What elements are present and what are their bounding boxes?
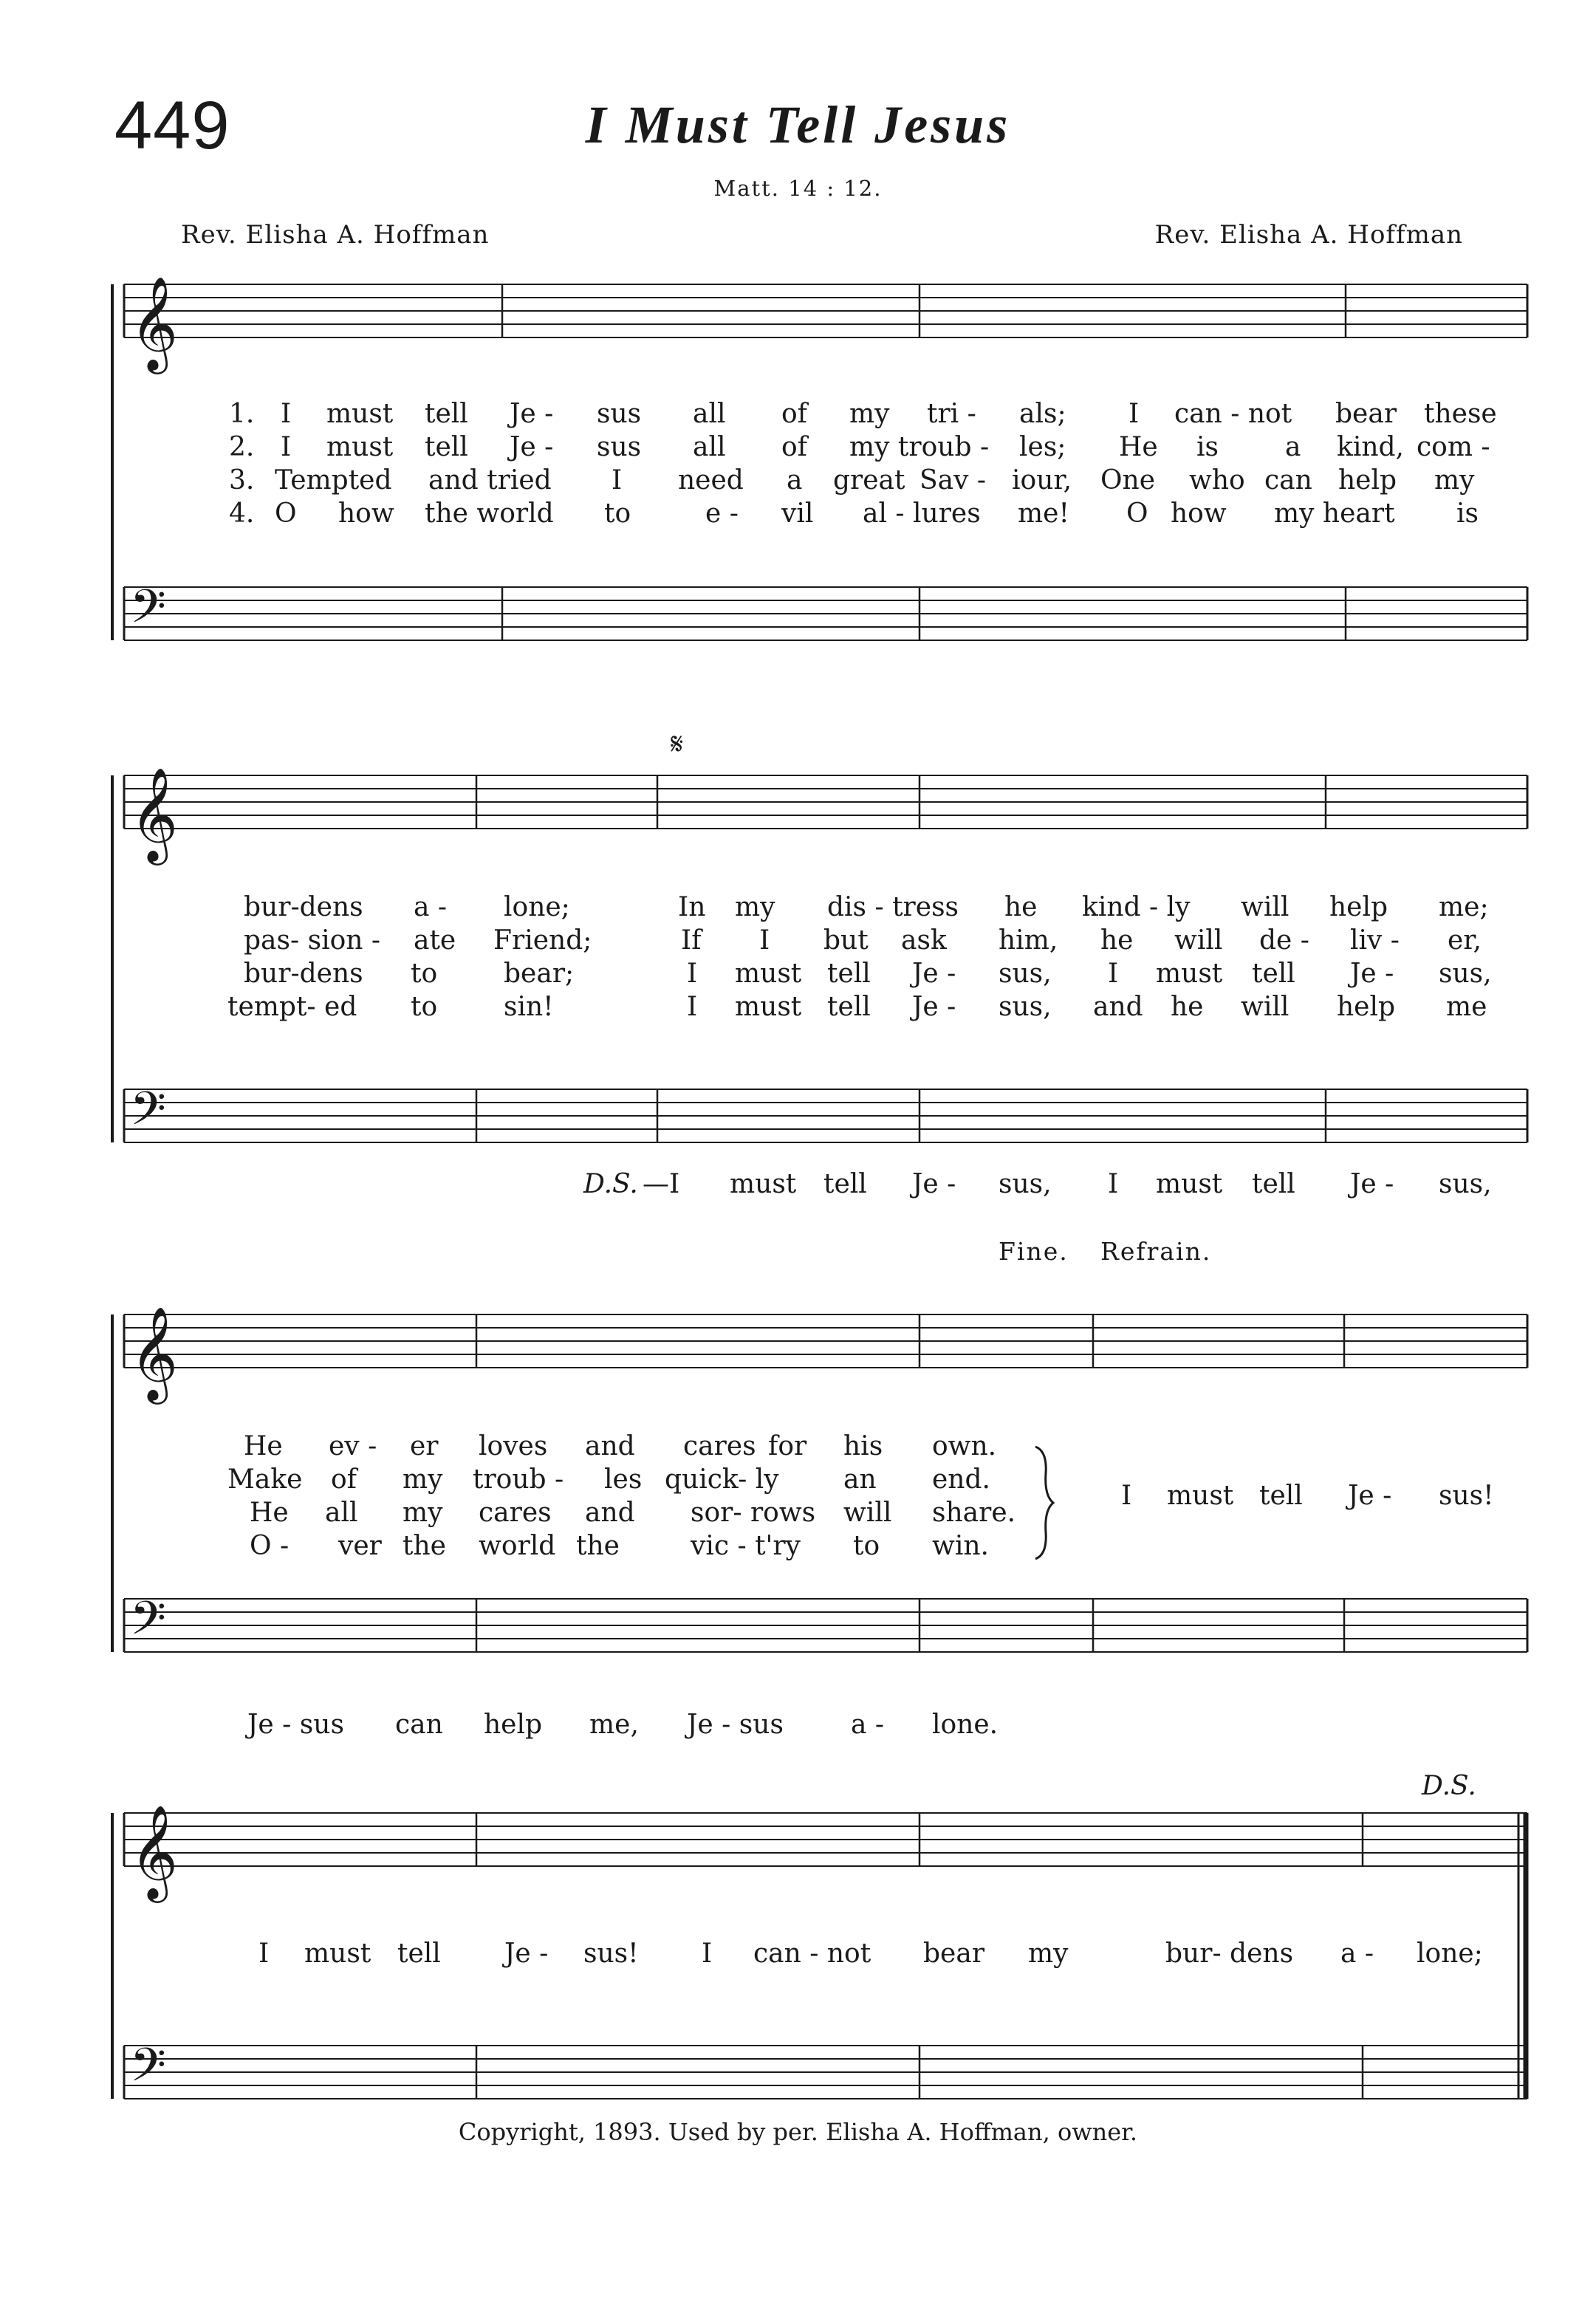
clef-glyph: 𝄢 [130, 579, 166, 645]
lyric: tell [1252, 1169, 1295, 1199]
lyric: cares [479, 1498, 552, 1528]
verse-number: 3. [229, 465, 255, 496]
lyric: bear [923, 1939, 985, 1969]
lyric: win. [932, 1531, 989, 1561]
lyric: of [781, 399, 807, 429]
lyric: O - [250, 1531, 290, 1561]
lyric: Je - [912, 992, 956, 1022]
lyric: als; [1019, 399, 1066, 429]
lyric: I [258, 1939, 270, 1969]
lyric: ev - [329, 1431, 377, 1461]
lyric: tell [827, 992, 871, 1022]
lyric: must [304, 1939, 371, 1969]
lyric: all [693, 399, 726, 429]
lyric: I [281, 399, 292, 429]
lyric: need [678, 465, 744, 496]
lyric: my [735, 892, 775, 922]
lyric: to [604, 498, 631, 529]
lyric: I [687, 992, 698, 1022]
lyric: can [1264, 465, 1312, 496]
lyric: to [411, 992, 438, 1022]
lyric: de - [1259, 925, 1309, 956]
lyric: tell [425, 432, 468, 462]
clef-glyph: 𝄢 [130, 2037, 166, 2103]
clef-glyph: 𝄞 [130, 1804, 179, 1899]
lyric: bur- dens [1165, 1939, 1294, 1969]
lyric: my heart [1274, 498, 1395, 529]
lyric: to [411, 959, 438, 989]
lyric: Sav - [919, 465, 987, 496]
lyric: bear; [504, 959, 575, 989]
lyric: must [1156, 1169, 1223, 1199]
lyric: Je - sus [687, 1710, 784, 1740]
lyric: end. [932, 1464, 990, 1495]
lyric: cares [683, 1431, 756, 1461]
lyric: Je - sus [247, 1710, 344, 1740]
lyric: In [678, 892, 706, 922]
lyric: tell [827, 959, 871, 989]
lyric: help [1329, 892, 1388, 922]
lyric: of [781, 432, 807, 462]
lyric: will [1174, 925, 1223, 956]
lyric: my [1028, 1939, 1069, 1969]
lyric: how [1171, 498, 1227, 529]
lyric: I [759, 925, 770, 956]
lyric: my [403, 1498, 443, 1528]
lyric: al - lures [863, 498, 981, 529]
lyric: must [1167, 1481, 1234, 1511]
lyric: He [1119, 432, 1158, 462]
lyric: can [395, 1710, 443, 1740]
lyric: kind - ly [1082, 892, 1191, 922]
lyric: He [244, 1431, 283, 1461]
lyric: help [484, 1710, 543, 1740]
lyric: Je - [510, 432, 554, 462]
lyric: Make [227, 1464, 303, 1495]
lyric: my [849, 399, 890, 429]
lyric: and [585, 1431, 635, 1461]
lyric: sus, [999, 1169, 1052, 1199]
lyric: loves [479, 1431, 548, 1461]
lyric: e - [705, 498, 739, 529]
lyric: I [281, 432, 292, 462]
lyric: must [730, 1169, 797, 1199]
lyric: lone; [504, 892, 570, 922]
lyric: me, [589, 1710, 639, 1740]
lyric: is [1456, 498, 1479, 529]
lyric: these [1424, 399, 1497, 429]
segno-sign: 𝄋 [671, 727, 684, 761]
lyric: Je - [1348, 1481, 1392, 1511]
lyric: I [1121, 1481, 1132, 1511]
lyric: troub - [473, 1464, 564, 1495]
lyric: bur-dens [244, 892, 363, 922]
lyric: sor- rows [691, 1498, 816, 1528]
lyric: kind, [1337, 432, 1405, 462]
ds-label: D.S. [583, 1169, 638, 1199]
lyric: Je - [510, 399, 554, 429]
hymn-title: I Must Tell Jesus [585, 95, 1011, 154]
lyric: lone; [1417, 1939, 1483, 1969]
lyric: my [1434, 465, 1475, 496]
lyric: who [1189, 465, 1245, 496]
lyric: but [823, 925, 869, 956]
lyric: world [479, 1531, 556, 1561]
lyric: can - not [1174, 399, 1292, 429]
lyric: vil [781, 498, 814, 529]
lyric: he [1171, 992, 1204, 1022]
lyric: for [768, 1431, 807, 1461]
lyric: vic - t'ry [691, 1531, 801, 1561]
lyric: ver [338, 1531, 382, 1561]
lyric: If [681, 925, 702, 956]
lyric: tell [1259, 1481, 1303, 1511]
lyric: own. [932, 1431, 997, 1461]
copyright-notice: Copyright, 1893. Used by per. Elisha A. Hoffman, owner. [458, 2118, 1138, 2146]
lyric: les; [1019, 432, 1066, 462]
ds-marking: D.S. [1422, 1771, 1476, 1801]
lyric: er [410, 1431, 439, 1461]
lyric: tell [823, 1169, 867, 1199]
lyric: I [1128, 399, 1140, 429]
lyric: les [604, 1464, 643, 1495]
lyric: of [331, 1464, 357, 1495]
lyric: sus [597, 399, 642, 429]
lyric: Friend; [493, 925, 592, 956]
lyric: all [325, 1498, 358, 1528]
lyric: must [735, 959, 802, 989]
lyric: and [1093, 992, 1143, 1022]
lyric: must [1156, 959, 1223, 989]
lyric: him, [999, 925, 1058, 956]
lyric: to [853, 1531, 880, 1561]
lyric: must [326, 399, 394, 429]
lyric: Tempted [275, 465, 392, 496]
lyric: share. [932, 1498, 1016, 1528]
lyric: Je - [912, 959, 956, 989]
lyric: a [787, 465, 803, 496]
lyric: Je - [1350, 959, 1394, 989]
lyric: sus, [999, 959, 1052, 989]
lyric: can - not [753, 1939, 871, 1969]
lyric: I [1108, 959, 1119, 989]
music-credit: Rev. Elisha A. Hoffman [1154, 220, 1463, 250]
lyric: he [1100, 925, 1134, 956]
lyric: ask [901, 925, 947, 956]
lyric: he [1004, 892, 1038, 922]
lyric: dis - tress [827, 892, 959, 922]
clef-glyph: 𝄞 [130, 1306, 179, 1400]
lyric: sin! [504, 992, 554, 1022]
lyric: his [843, 1431, 883, 1461]
lyric: must [735, 992, 802, 1022]
lyric: will [1241, 992, 1290, 1022]
lyric: a - [414, 892, 448, 922]
lyric: tell [1252, 959, 1295, 989]
lyric: O [275, 498, 297, 529]
lyric: liv - [1350, 925, 1400, 956]
lyric: me [1446, 992, 1487, 1022]
lyric: lone. [932, 1710, 999, 1740]
verse-number: 1. [229, 399, 255, 429]
lyric: I [1108, 1169, 1119, 1199]
verse-number: 2. [229, 432, 255, 462]
fine-label: Fine. [999, 1237, 1069, 1266]
lyric: tri - [927, 399, 976, 429]
lyric: help [1338, 465, 1397, 496]
lyric: quick- ly [665, 1464, 779, 1495]
clef-glyph: 𝄢 [130, 1081, 166, 1147]
verse-brace [1028, 1444, 1058, 1562]
lyric: Je - [1350, 1169, 1394, 1199]
scripture-reference: Matt. 14 : 12. [713, 176, 883, 201]
lyric: tell [425, 399, 468, 429]
lyric: a - [851, 1710, 885, 1740]
lyric: all [693, 432, 726, 462]
lyric: One [1100, 465, 1156, 496]
lyric: com - [1417, 432, 1490, 462]
lyric: tell [397, 1939, 441, 1969]
lyric: and tried [428, 465, 552, 496]
clef-glyph: 𝄞 [130, 275, 179, 370]
lyric: great [833, 465, 905, 496]
lyric: sus, [1439, 1169, 1492, 1199]
lyric: tempt- ed [227, 992, 357, 1022]
lyric: will [1241, 892, 1290, 922]
lyric: ate [414, 925, 456, 956]
lyric: iour, [1012, 465, 1072, 496]
lyric: I [612, 465, 623, 496]
lyric: sus! [1439, 1481, 1494, 1511]
lyric: will [843, 1498, 892, 1528]
lyric: I [702, 1939, 713, 1969]
lyric: He [250, 1498, 289, 1528]
lyric: a - [1340, 1939, 1374, 1969]
lyric: an [843, 1464, 877, 1495]
lyric: and [585, 1498, 635, 1528]
clef-glyph: 𝄢 [130, 1591, 166, 1656]
lyric: sus [597, 432, 642, 462]
lyric: I [687, 959, 698, 989]
lyric: the [576, 1531, 620, 1561]
lyric: er, [1448, 925, 1482, 956]
lyric: —I [643, 1169, 680, 1199]
lyric: must [326, 432, 394, 462]
verse-number: 4. [229, 498, 255, 529]
lyric: Je - [912, 1169, 956, 1199]
lyric: how [338, 498, 394, 529]
words-credit: Rev. Elisha A. Hoffman [181, 220, 490, 250]
lyric: pas- sion - [244, 925, 381, 956]
lyric: bur-dens [244, 959, 363, 989]
lyric: my [403, 1464, 443, 1495]
lyric: sus, [1439, 959, 1492, 989]
hymn-number: 449 [114, 88, 230, 163]
lyric: the [403, 1531, 446, 1561]
lyric: bear [1335, 399, 1397, 429]
lyric: a [1285, 432, 1301, 462]
lyric: Je - [504, 1939, 549, 1969]
lyric: O [1126, 498, 1148, 529]
lyric: sus! [583, 1939, 639, 1969]
lyric: my troub - [849, 432, 990, 462]
clef-glyph: 𝄞 [130, 767, 179, 861]
lyric: help [1337, 992, 1396, 1022]
lyric: sus, [999, 992, 1052, 1022]
refrain-label: Refrain. [1100, 1237, 1212, 1266]
lyric: is [1196, 432, 1219, 462]
lyric: me; [1439, 892, 1489, 922]
lyric: the world [425, 498, 554, 529]
lyric: me! [1018, 498, 1069, 529]
